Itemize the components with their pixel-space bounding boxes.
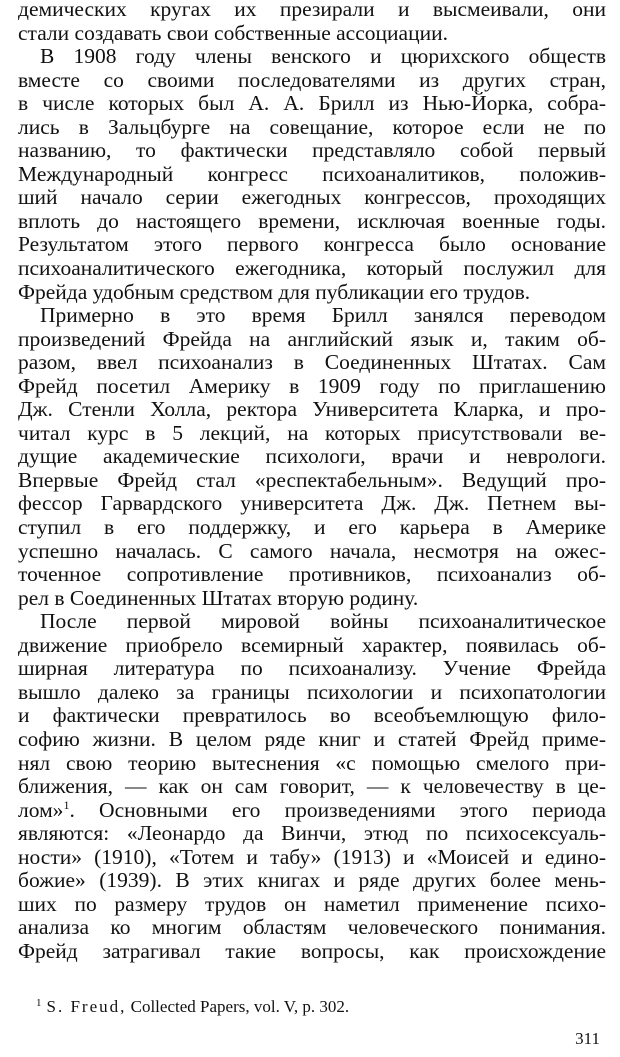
text-line: вплоть до настоящего времени, исключая военные годы. [18, 209, 606, 233]
text-line: Впервые Фрейд стал «респектабельным». Ведущий про- [18, 468, 606, 492]
text-line: являются: «Леонардо да Винчи, этюд по психосексуаль- [18, 822, 606, 846]
text-line: ших по размеру трудов он наметил применение психо- [18, 892, 606, 916]
text-line: софию жизни. В целом ряде книг и статей Фрейд приме- [18, 727, 606, 751]
footnote [36, 992, 349, 1018]
text-line: В 1908 году члены венского и цюрихского обществ [40, 45, 606, 69]
text-line: нял свою теорию вытеснения «с помощью смелого при- [18, 751, 606, 775]
text-line: ступил в его поддержку, и его карьера в Америке [18, 516, 606, 540]
text-line: фессор Гарвардского университета Дж. Дж. Петнем вы- [18, 492, 606, 516]
text-line: стали создавать свои собственные ассоциации. [18, 21, 448, 45]
text-line: дущие академические психологи, врачи и неврологи. [18, 445, 606, 469]
text-line: Дж. Стенли Холла, ректора Университета Кларка, и про- [18, 398, 606, 422]
text-line: ности» (1910), «Тотем и табу» (1913) и «Моисей и едино- [18, 845, 606, 869]
text-line: Международный конгресс психоаналитиков, положив- [18, 162, 606, 186]
text-line: рел в Соединенных Штатах вторую родину. [18, 586, 419, 610]
text-line: названию, то фактически представляло собой первый [18, 139, 606, 163]
text-line: ближения, — как он сам говорит, — к человечеству в це- [18, 775, 606, 799]
text-line: разом, ввел психоанализ в Соединенных Штатах. Сам [18, 351, 606, 375]
text-line: ший начало серии ежегодных конгрессов, проходящих [18, 186, 606, 210]
text-line: анализа ко многим областям человеческого понимания. [18, 916, 606, 940]
text-line: точенное сопротивление противников, психоанализ об- [18, 563, 606, 587]
text-line: После первой мировой войны психоаналитическое [40, 610, 606, 634]
text-fragment: лом» [18, 798, 64, 822]
page-number: 311 [575, 1029, 600, 1048]
text-line: читал курс в 5 лекций, на которых присутствовали ве- [18, 421, 606, 445]
text-line: божие» (1939). В этих книгах и ряде других более мень- [18, 869, 606, 893]
text-line: успешно началась. С самого начала, несмотря на ожес- [18, 539, 606, 563]
footnote-citation: Collected Papers, vol. V, p. 302. [130, 997, 350, 1016]
text-line: движение приобрело всемирный характер, появилась об- [18, 633, 606, 657]
text-line-with-footnote-ref [18, 799, 606, 823]
text-line: произведений Фрейда на английский язык и, таким об- [18, 327, 606, 351]
text-line: вышло далеко за границы психологии и психопатологии [18, 680, 606, 704]
text-line: Примерно в это время Брилл занялся переводом [40, 304, 606, 328]
text-line: психоаналитического ежегодника, который послужил для [18, 257, 606, 281]
text-line: вместе со своими последователями из других стран, [18, 68, 606, 92]
text-line: и фактически превратилось во всеобъемлющую фило- [18, 704, 606, 728]
text-line: лись в Зальцбурге на совещание, которое если не по [18, 115, 606, 139]
footnote-ref: 1 [63, 798, 70, 812]
text-line: демических кругах их презирали и высмеивали, они [18, 0, 606, 21]
text-line: Результатом этого первого конгресса было основание [18, 233, 606, 257]
footnote-author: S. Freud, [46, 997, 127, 1016]
footnote-marker: 1 [36, 997, 42, 1009]
text-line: в числе которых был А. А. Брилл из Нью-Йорка, собра- [18, 92, 606, 116]
text-line: ширная литература по психоанализу. Учение Фрейда [18, 657, 606, 681]
main-text [18, 0, 606, 963]
text-line: Фрейд посетил Америку в 1909 году по приглашению [18, 374, 606, 398]
text-line: Фрейда удобным средством для публикации его трудов. [18, 280, 531, 304]
text-fragment: . Основными его произведениями этого периода [69, 798, 606, 822]
text-line: Фрейд затрагивал такие вопросы, как происхождение [18, 939, 606, 963]
